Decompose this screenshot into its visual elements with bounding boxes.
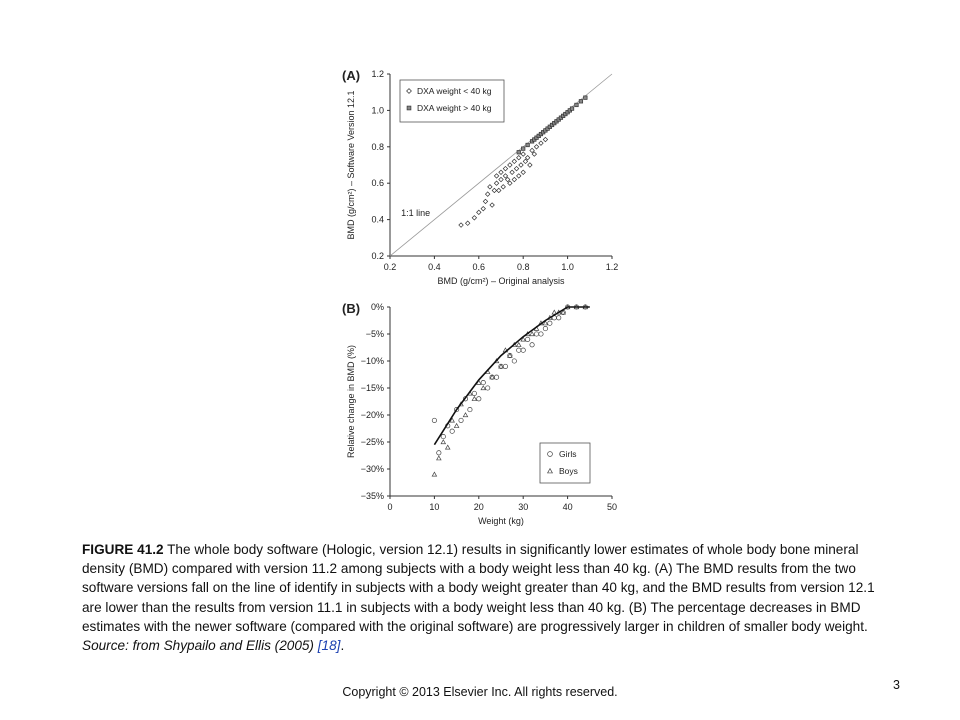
data-point	[512, 359, 516, 363]
panel-b-chart	[342, 301, 617, 526]
data-point	[481, 380, 485, 384]
legend	[400, 80, 504, 122]
data-point	[494, 375, 498, 379]
x-tick-label: 0.6	[472, 262, 486, 272]
y-tick-label: 0.8	[371, 141, 384, 152]
data-point	[508, 181, 512, 185]
legend-marker	[407, 106, 411, 110]
data-point	[499, 170, 503, 174]
y-tick-label: −20%	[360, 410, 384, 420]
y-tick-label: −10%	[360, 356, 384, 366]
data-point	[539, 141, 543, 145]
y-tick-label: 0.2	[371, 251, 384, 261]
data-point	[517, 348, 521, 352]
data-point	[483, 199, 487, 203]
data-point	[472, 397, 476, 401]
data-point	[497, 188, 501, 192]
y-tick-label: −5%	[365, 329, 384, 339]
y-tick-label: −15%	[360, 383, 384, 393]
data-point	[490, 203, 494, 207]
y-tick-label: 0%	[370, 302, 384, 312]
y-axis-label: BMD (g/cm²) – Software Version 12.1	[346, 90, 356, 240]
data-point	[521, 152, 525, 156]
x-axis-label: BMD (g/cm²) – Original analysis	[437, 276, 565, 286]
caption-label: FIGURE 41.2	[82, 542, 164, 557]
x-tick-label: 30	[518, 502, 529, 512]
data-point	[450, 429, 454, 433]
y-tick-label: 1.2	[371, 69, 384, 79]
data-point	[534, 145, 538, 149]
legend-entry: Girls	[559, 449, 577, 459]
data-point	[532, 152, 536, 156]
data-point	[477, 210, 481, 214]
data-point	[514, 166, 518, 170]
data-point	[519, 163, 523, 167]
data-point	[492, 188, 496, 192]
x-tick-label: 0.4	[428, 262, 441, 272]
data-point	[517, 151, 521, 155]
data-point	[481, 386, 485, 390]
data-point	[584, 96, 588, 100]
data-point	[521, 147, 525, 151]
data-point	[579, 100, 583, 104]
data-point	[575, 103, 579, 107]
data-point	[446, 445, 450, 449]
data-point	[481, 206, 485, 210]
data-point	[525, 337, 529, 341]
legend-entry: DXA weight > 40 kg	[417, 103, 492, 113]
y-tick-label: −30%	[360, 464, 384, 474]
data-point	[528, 163, 532, 167]
x-tick-label: 1.0	[561, 262, 574, 272]
data-point	[432, 418, 436, 422]
y-axis-label: Relative change in BMD (%)	[346, 344, 356, 459]
panel-a-chart	[342, 68, 618, 286]
data-point	[570, 107, 574, 111]
x-tick-label: 10	[429, 502, 440, 512]
y-tick-label: 1.0	[371, 105, 384, 116]
data-point	[523, 159, 527, 163]
data-point	[488, 185, 492, 189]
legend-entry: Boys	[559, 466, 578, 476]
x-tick-label: 40	[562, 502, 573, 512]
data-point	[499, 177, 503, 181]
data-point	[534, 332, 538, 336]
data-point	[472, 216, 476, 220]
data-point	[432, 472, 436, 476]
data-point	[510, 170, 514, 174]
data-point	[543, 137, 547, 141]
data-point	[494, 174, 498, 178]
data-point	[503, 364, 507, 368]
x-tick-label: 1.2	[605, 262, 619, 272]
fit-curve	[434, 307, 589, 445]
data-point	[539, 332, 543, 336]
data-point	[503, 174, 507, 178]
copyright-notice: Copyright © 2013 Elsevier Inc. All rights reserved.	[342, 685, 618, 699]
data-point	[459, 418, 463, 422]
legend-entry: DXA weight < 40 kg	[417, 86, 492, 96]
y-tick-label: −25%	[360, 437, 384, 447]
data-point	[521, 170, 525, 174]
x-tick-label: 20	[473, 502, 484, 512]
data-point	[543, 326, 547, 330]
data-point	[517, 156, 521, 160]
page-number: 3	[893, 678, 900, 692]
data-point	[548, 321, 552, 325]
caption-reference-link[interactable]: [18]	[317, 638, 341, 654]
identity-line-label: 1:1 line	[401, 207, 431, 218]
data-point	[517, 343, 521, 347]
data-point	[505, 177, 509, 181]
data-point	[477, 397, 481, 401]
data-point	[525, 156, 529, 160]
data-point	[512, 159, 516, 163]
data-point	[512, 177, 516, 181]
data-point	[472, 391, 476, 395]
legend	[540, 443, 590, 483]
data-point	[494, 181, 498, 185]
x-tick-label: 0.2	[383, 262, 397, 272]
data-point	[437, 456, 441, 460]
x-tick-label: 50	[606, 502, 618, 512]
data-point	[530, 343, 534, 347]
data-point	[468, 407, 472, 411]
data-point	[463, 413, 467, 417]
x-axis-label: Weight (kg)	[478, 516, 524, 526]
data-point	[441, 434, 445, 438]
caption-ref-suffix: .	[340, 638, 345, 654]
figure-caption	[82, 540, 882, 655]
data-point	[459, 223, 463, 227]
data-point	[485, 192, 489, 196]
caption-text: The whole body software (Hologic, version 12.1) results in significantly lower estimates of whole body bone mineral density (BMD) compared with version 11.2 among subjects with a body weight less than 40 kg. (A) The BMD results from the two software versions fall on the line of identify in subjects with a body weight greater than 40 kg, and the BMD results from version 12.1 are lower than the results from version 11.1 in subjects with a body weight less than 40 kg. (B) The percentage decreases in BMD estimates with the newer software (compared with the original software) are progressively larger in children of smaller body weight.	[82, 542, 875, 634]
caption-source: Source: from Shypailo and Ellis (2005)	[82, 638, 318, 654]
data-point	[485, 386, 489, 390]
data-point	[501, 185, 505, 189]
y-tick-label: 0.4	[371, 214, 384, 225]
data-point	[557, 316, 561, 320]
data-point	[437, 451, 441, 455]
data-point	[503, 166, 507, 170]
data-point	[454, 424, 458, 428]
x-tick-label: 0.8	[516, 262, 530, 272]
x-tick-label: 0	[387, 502, 393, 512]
data-point	[521, 348, 525, 352]
panel-label: (B)	[342, 301, 361, 316]
panel-label: (A)	[342, 68, 361, 83]
data-point	[441, 440, 445, 444]
data-point	[530, 148, 534, 152]
data-point	[517, 174, 521, 178]
data-point	[526, 143, 530, 147]
y-tick-label: 0.6	[371, 178, 384, 189]
y-tick-label: −35%	[360, 491, 384, 501]
data-point	[508, 163, 512, 167]
data-point	[530, 332, 534, 336]
data-point	[466, 221, 470, 225]
